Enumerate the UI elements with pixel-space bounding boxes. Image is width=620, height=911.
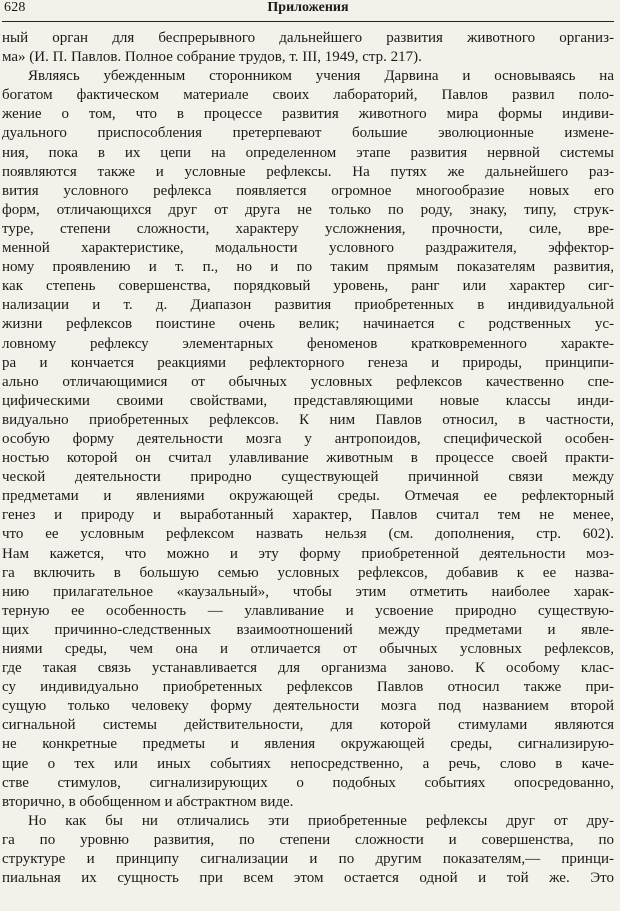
text-line: су индивидуально приобретенных рефлексов Павлов относил также при- <box>2 679 614 696</box>
text-line: вторично, в обобщенном и абстрактном виде. <box>2 793 294 810</box>
text-line: жение о том, что в процессе развития животного мира формы индиви- <box>2 106 614 123</box>
text-line: форм, отличающихся друг от друга не только по роду, знаку, типу, струк- <box>2 201 614 218</box>
text-line: га по уровню развития, по степени сложности и совершенства, по <box>2 831 614 848</box>
text-line: туре, степени сложности, характеру усложнения, прочности, силе, вре- <box>2 220 614 237</box>
text-line: щие о тех или иных событиях непосредственно, а речь, слово в каче- <box>2 755 614 772</box>
text-line: вития условного рефлекса появляется огромное многообразие новых его <box>2 182 614 199</box>
text-line: ния, пока в их цепи на определенном этапе развития нервной системы <box>2 144 614 161</box>
text-line: ному проявлению и т. п., но и по таким прямым показателям развития, <box>2 259 614 276</box>
text-line: пиальная их сущность при всем этом остается одной и той же. Это <box>2 870 614 887</box>
text-line: га включить в большую семью условных рефлексов, добавив к ее назва- <box>2 564 614 581</box>
text-line: нализации и т. д. Диапазон развития приобретенных в индивидуальной <box>2 297 614 314</box>
text-line: нию прилагательное «каузальный», чтобы этим отметить наиболее харак- <box>2 583 614 600</box>
text-line: что ее условным рефлексом назвать нельзя (см. дополнения, стр. 602). <box>2 526 614 543</box>
page-number: 628 <box>4 0 26 15</box>
text-line: структуре и принципу сигнализации и по другим показателям,— принци- <box>2 851 614 868</box>
text-line: генез и природу и выработанный характер, Павлов считал тем не менее, <box>2 507 614 524</box>
running-title: Приложения <box>267 0 349 15</box>
text-line: терную ее особенность — улавливание и усвоение природно существую- <box>2 602 614 619</box>
text-line: не конкретные предметы и явления окружающей среды, сигнализирую- <box>2 736 614 753</box>
text-line: жизни рефлексов поистине очень велик; начинается с родственных ус- <box>2 316 614 333</box>
text-line: ностью которой он считал улавливание животным в процессе своей практи- <box>2 450 614 467</box>
text-line: сигнальной системы действительности, для которой стимулами являются <box>2 717 614 734</box>
text-line: щих причинно-следственных взаимоотношений между предметами и явле- <box>2 621 614 638</box>
text-line: где такая связь устанавливается для организма заново. К особому клас- <box>2 660 614 677</box>
text-line: ра и кончается реакциями рефлекторного генеза и природы, принципи- <box>2 354 614 371</box>
text-line: цифическими своими свойствами, представляющими новые классы инди- <box>2 392 614 409</box>
header-rule <box>2 21 614 22</box>
text-line: стве стимулов, сигнализирующих о подобных событиях опосредованно, <box>2 774 614 791</box>
text-line: менной характеристике, модальности условного раздражителя, эффектор- <box>2 240 614 257</box>
text-line: ма» (И. П. Павлов. Полное собрание трудов, т. III, 1949, стр. 217). <box>2 49 422 66</box>
text-line: Нам кажется, что можно и эту форму приобретенной деятельности моз- <box>2 545 614 562</box>
text-line: появляются также и условные рефлексы. На путях же дальнейшего раз- <box>2 163 614 180</box>
text-line: Являясь убежденным сторонником учения Дарвина и основываясь на <box>28 68 614 85</box>
text-line: сущую только человеку форму деятельности мозга под названием второй <box>2 698 614 715</box>
text-line: ный орган для беспрерывного дальнейшего развития животного организ- <box>2 30 614 46</box>
text-line: особую форму деятельности мозга у антропоидов, специфической особен- <box>2 430 614 447</box>
body-text <box>2 29 614 888</box>
text-line: богатом фактическом материале своих лабораторий, Павлов развил поло- <box>2 87 614 104</box>
text-line: ловному рефлексу элементарных феноменов кратковременного характе- <box>2 335 614 352</box>
text-line: ческой деятельности природно существующей причинной связи между <box>2 469 614 486</box>
text-line: ально отличающимися от обычных условных рефлексов качественно спе- <box>2 373 614 390</box>
page-header <box>4 0 612 17</box>
text-line: как степень совершенства, порядковый уровень, ранг или характер сиг- <box>2 278 614 295</box>
text-line: видуально приобретенных рефлексов. К ним Павлов относил, в частности, <box>2 411 614 428</box>
text-line: ниями среды, чем она и отличается от обычных условных рефлексов, <box>2 641 614 657</box>
text-line: Но как бы ни отличались эти приобретенные рефлексы друг от дру- <box>28 812 614 829</box>
text-line: дуального приспособления претерпевают большие эволюционные измене- <box>2 125 614 142</box>
text-line: предметами и явлениями окружающей среды. Отмечая ее рефлекторный <box>2 488 614 505</box>
